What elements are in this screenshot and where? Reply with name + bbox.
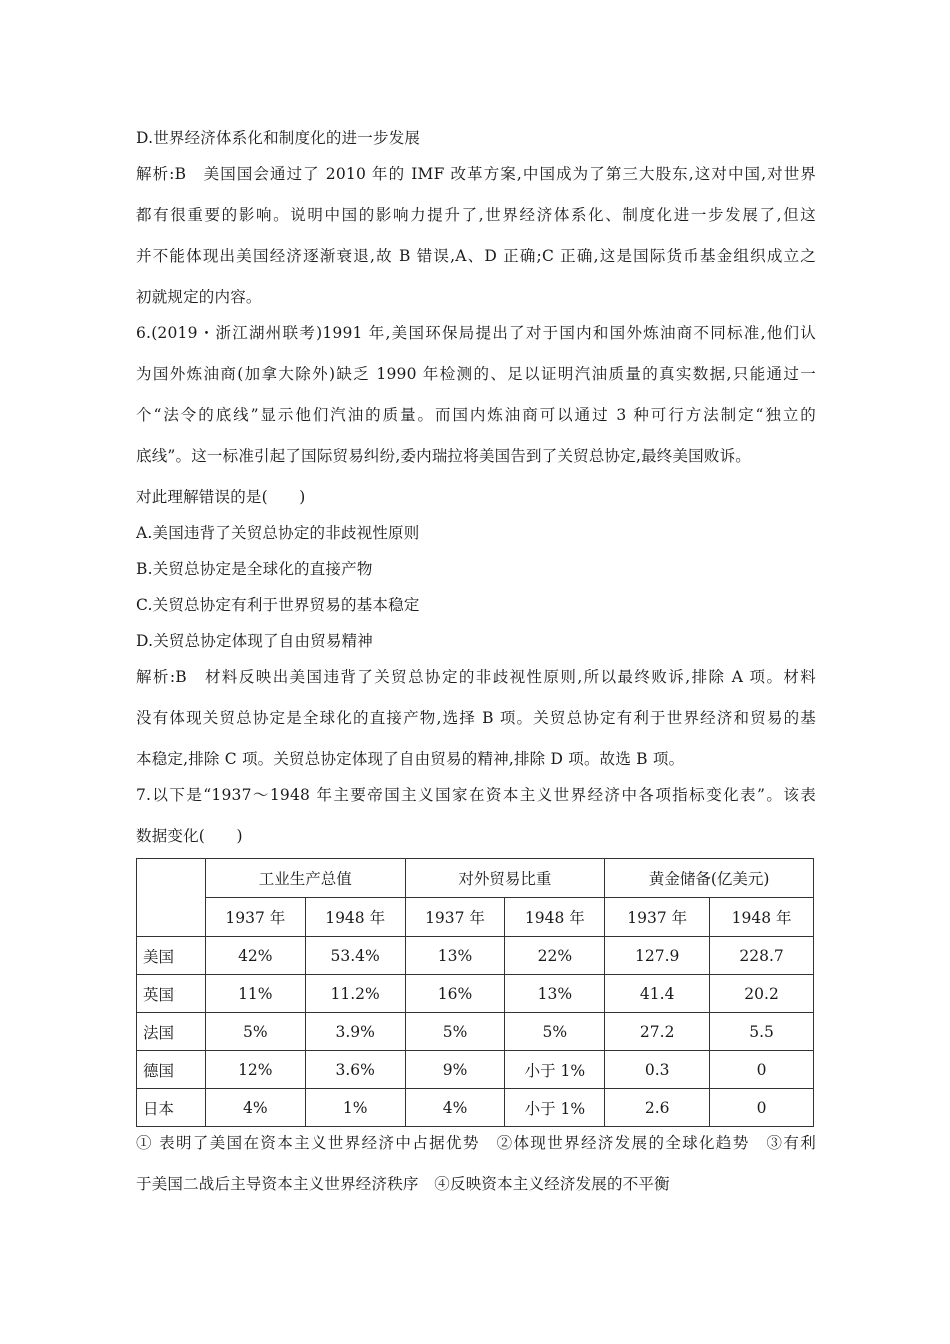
table-cell: 4% <box>205 1089 305 1127</box>
q6-option-b: B.关贸总协定是全球化的直接产物 <box>136 560 373 578</box>
table-cell: 5% <box>405 1013 505 1051</box>
table-cell: 1% <box>305 1089 405 1127</box>
table-cell: 12% <box>205 1051 305 1089</box>
table-cell: 127.9 <box>605 937 710 975</box>
table-group-header: 黄金储备(亿美元) <box>605 859 814 898</box>
q6-stem-line: 为国外炼油商(加拿大除外)缺乏 1990 年检测的、足以证明汽油质量的真实数据,只能通过一 <box>136 365 816 383</box>
q6-option-a: A.美国违背了关贸总协定的非歧视性原则 <box>136 524 420 542</box>
table-cell: 16% <box>405 975 505 1013</box>
q6-stem-line: 个“法令的底线”显示他们汽油的质量。而国内炼油商可以通过 3 种可行方法制定“独立的 <box>136 406 816 424</box>
table-cell: 27.2 <box>605 1013 710 1051</box>
table-cell: 42% <box>205 937 305 975</box>
table-row <box>137 975 814 1013</box>
table-cell: 0 <box>710 1089 814 1127</box>
table-year-header: 1948 年 <box>710 898 814 937</box>
table-cell: 5.5 <box>710 1013 814 1051</box>
table-cell: 3.6% <box>305 1051 405 1089</box>
table-cell: 53.4% <box>305 937 405 975</box>
table-cell: 22% <box>505 937 605 975</box>
table-cell: 41.4 <box>605 975 710 1013</box>
table-cell: 小于 1% <box>505 1089 605 1127</box>
table-cell: 0.3 <box>605 1051 710 1089</box>
table-row <box>137 1051 814 1089</box>
table-year-header: 1937 年 <box>405 898 505 937</box>
q5-analysis-line: 都有很重要的影响。说明中国的影响力提升了,世界经济体系化、制度化进一步发展了,但这 <box>136 206 816 224</box>
table-country-cell: 日本 <box>137 1089 206 1127</box>
table-cell: 13% <box>405 937 505 975</box>
table-country-cell: 法国 <box>137 1013 206 1051</box>
table-cell: 20.2 <box>710 975 814 1013</box>
q7-stem-line: 数据变化( ) <box>136 827 243 845</box>
q6-analysis-line: 没有体现关贸总协定是全球化的直接产物,选择 B 项。关贸总协定有利于世界经济和贸易的基 <box>136 709 816 727</box>
table-cell: 3.9% <box>305 1013 405 1051</box>
table-cell: 4% <box>405 1089 505 1127</box>
q6-option-d: D.关贸总协定体现了自由贸易精神 <box>136 632 374 650</box>
table-cell: 228.7 <box>710 937 814 975</box>
table-cell: 2.6 <box>605 1089 710 1127</box>
table-year-header: 1948 年 <box>305 898 405 937</box>
table-cell: 9% <box>405 1051 505 1089</box>
table-cell: 11% <box>205 975 305 1013</box>
table-cell: 5% <box>505 1013 605 1051</box>
table-cell: 5% <box>205 1013 305 1051</box>
table-country-cell: 德国 <box>137 1051 206 1089</box>
q6-stem-line: 底线”。这一标准引起了国际贸易纠纷,委内瑞拉将美国告到了关贸总协定,最终美国败诉。 <box>136 447 751 465</box>
q5-analysis-line: 并不能体现出美国经济逐渐衰退,故 B 错误,A、D 正确;C 正确,这是国际货币基金组织成立之 <box>136 247 816 265</box>
table-row <box>137 1089 814 1127</box>
table-corner-cell <box>137 859 206 937</box>
table-row <box>137 937 814 975</box>
table-header-row <box>137 859 814 898</box>
table-year-row <box>137 898 814 937</box>
q7-choices-line: ① 表明了美国在资本主义世界经济中占据优势 ②体现世界经济发展的全球化趋势 ③有利 <box>136 1134 816 1152</box>
q6-analysis-line: 本稳定,排除 C 项。关贸总协定体现了自由贸易的精神,排除 D 项。故选 B 项。 <box>136 750 685 768</box>
table-cell: 11.2% <box>305 975 405 1013</box>
q5-analysis-line: 初就规定的内容。 <box>136 288 262 306</box>
table-country-cell: 英国 <box>137 975 206 1013</box>
indicator-table <box>136 858 814 1127</box>
q7-choices-line: 于美国二战后主导资本主义世界经济秩序 ④反映资本主义经济发展的不平衡 <box>136 1175 670 1193</box>
q6-stem-line: 对此理解错误的是( ) <box>136 488 306 506</box>
q6-analysis-line: 解析:B 材料反映出美国违背了关贸总协定的非歧视性原则,所以最终败诉,排除 A 项。材料 <box>136 668 816 686</box>
table-group-header: 工业生产总值 <box>205 859 405 898</box>
q6-option-c: C.关贸总协定有利于世界贸易的基本稳定 <box>136 596 420 614</box>
table-year-header: 1937 年 <box>205 898 305 937</box>
table-year-header: 1937 年 <box>605 898 710 937</box>
table-year-header: 1948 年 <box>505 898 605 937</box>
table-country-cell: 美国 <box>137 937 206 975</box>
q6-stem-line: 6.(2019・浙江湖州联考)1991 年,美国环保局提出了对于国内和国外炼油商不同标准,他们认 <box>136 324 816 342</box>
q5-analysis-line: 解析:B 美国国会通过了 2010 年的 IMF 改革方案,中国成为了第三大股东,这对中国,对世界 <box>136 165 816 183</box>
table-cell: 0 <box>710 1051 814 1089</box>
q7-stem-line: 7.以下是“1937～1948 年主要帝国主义国家在资本主义世界经济中各项指标变化表”。该表 <box>136 786 816 804</box>
table-cell: 13% <box>505 975 605 1013</box>
q5-option-d: D.世界经济体系化和制度化的进一步发展 <box>136 129 421 147</box>
table-group-header: 对外贸易比重 <box>405 859 605 898</box>
table-cell: 小于 1% <box>505 1051 605 1089</box>
table-row <box>137 1013 814 1051</box>
